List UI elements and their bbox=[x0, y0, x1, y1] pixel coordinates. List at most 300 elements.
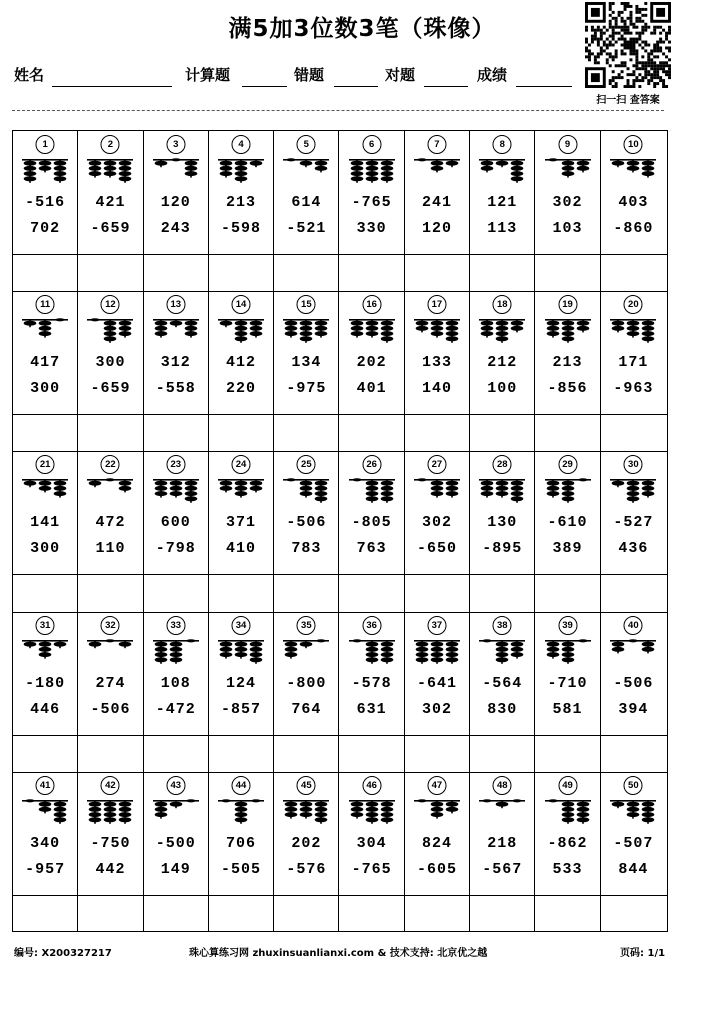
addend-1: -578 bbox=[351, 674, 392, 692]
abacus-image bbox=[545, 477, 591, 505]
addend-2: 302 bbox=[421, 700, 452, 718]
addend-2: -659 bbox=[90, 380, 131, 398]
abacus-image bbox=[153, 477, 199, 505]
addend-2: 300 bbox=[30, 380, 61, 398]
answer-box[interactable] bbox=[209, 415, 273, 451]
addend-2: -856 bbox=[547, 380, 588, 398]
problem-cell bbox=[209, 612, 274, 772]
problem-number: 29 bbox=[558, 455, 577, 474]
page-number: 页码: 1/1 bbox=[620, 948, 666, 959]
addend-1: -507 bbox=[613, 834, 654, 852]
answer-box[interactable] bbox=[274, 896, 338, 932]
problem-number: 13 bbox=[166, 295, 185, 314]
problem-number: 26 bbox=[362, 455, 381, 474]
problem-cell bbox=[78, 291, 143, 451]
site-credit: 珠心算练习网 zhuxinsuanlianxi.com & 技术支持: 北京优之越 bbox=[189, 948, 488, 959]
answer-box[interactable] bbox=[405, 575, 469, 611]
problem-cell bbox=[601, 612, 666, 772]
addend-1: 340 bbox=[30, 834, 61, 852]
problem-cell bbox=[340, 451, 405, 611]
answer-box[interactable] bbox=[601, 736, 666, 772]
abacus-image bbox=[22, 638, 68, 666]
abacus-image bbox=[479, 317, 525, 345]
answer-box[interactable] bbox=[78, 255, 142, 291]
name-label: 姓名 bbox=[14, 66, 45, 84]
problem-number: 4 bbox=[232, 135, 251, 154]
problem-cell bbox=[144, 451, 209, 611]
problem-number: 9 bbox=[558, 135, 577, 154]
addend-1: -765 bbox=[351, 194, 392, 211]
addend-2: -576 bbox=[286, 860, 327, 878]
addend-1: -862 bbox=[547, 834, 588, 852]
addend-1: -516 bbox=[25, 194, 66, 211]
abacus-image bbox=[283, 477, 329, 505]
problem-number: 23 bbox=[166, 455, 185, 474]
addend-1: 417 bbox=[30, 354, 61, 372]
addend-2: -650 bbox=[416, 540, 457, 558]
answer-box[interactable] bbox=[274, 736, 338, 772]
abacus-image bbox=[414, 317, 460, 345]
problem-row bbox=[13, 772, 667, 932]
addend-1: 472 bbox=[95, 514, 126, 532]
answer-box[interactable] bbox=[470, 736, 534, 772]
answer-box[interactable] bbox=[13, 255, 77, 291]
addend-1: 600 bbox=[160, 514, 191, 532]
abacus-image bbox=[545, 638, 591, 666]
problem-number: 41 bbox=[36, 776, 55, 795]
problem-number: 5 bbox=[297, 135, 316, 154]
problem-number: 6 bbox=[362, 135, 381, 154]
problem-cell bbox=[209, 772, 274, 932]
addend-1: 706 bbox=[226, 834, 257, 852]
problem-cell bbox=[13, 772, 78, 932]
abacus-image bbox=[22, 157, 68, 185]
addend-2: 243 bbox=[160, 220, 191, 237]
problem-number: 15 bbox=[297, 295, 316, 314]
answer-box[interactable] bbox=[535, 575, 599, 611]
abacus-image bbox=[218, 798, 264, 826]
doc-code: 编号: X200327217 bbox=[14, 948, 112, 959]
problem-number: 2 bbox=[101, 135, 120, 154]
addend-1: -506 bbox=[613, 674, 654, 692]
problem-cell bbox=[78, 612, 143, 772]
qr-caption: 扫一扫 查答案 bbox=[596, 95, 660, 106]
answer-box[interactable] bbox=[209, 736, 273, 772]
problem-number: 24 bbox=[232, 455, 251, 474]
problem-number: 14 bbox=[232, 295, 251, 314]
problem-cell bbox=[274, 772, 339, 932]
problem-cell bbox=[535, 451, 600, 611]
addend-1: 171 bbox=[618, 354, 649, 372]
addend-2: 581 bbox=[552, 700, 583, 718]
problem-cell bbox=[405, 291, 470, 451]
abacus-image bbox=[414, 477, 460, 505]
problem-number: 39 bbox=[558, 616, 577, 635]
problem-cell bbox=[405, 772, 470, 932]
answer-box[interactable] bbox=[144, 575, 208, 611]
answer-box[interactable] bbox=[535, 736, 599, 772]
problem-cell bbox=[144, 772, 209, 932]
addend-2: -857 bbox=[221, 700, 262, 718]
addend-1: -500 bbox=[155, 834, 196, 852]
answer-box[interactable] bbox=[470, 255, 534, 291]
addend-2: 103 bbox=[552, 220, 583, 237]
abacus-image bbox=[87, 638, 133, 666]
problem-number: 49 bbox=[558, 776, 577, 795]
addend-1: 124 bbox=[226, 674, 257, 692]
addend-2: 446 bbox=[30, 700, 61, 718]
addend-1: 202 bbox=[291, 834, 322, 852]
abacus-image bbox=[283, 798, 329, 826]
problem-number: 18 bbox=[493, 295, 512, 314]
addend-1: 421 bbox=[95, 194, 126, 211]
addend-1: 121 bbox=[487, 194, 518, 211]
problem-cell bbox=[144, 291, 209, 451]
problem-cell bbox=[13, 291, 78, 451]
addend-1: 120 bbox=[160, 194, 191, 211]
addend-1: -527 bbox=[613, 514, 654, 532]
abacus-image bbox=[414, 638, 460, 666]
problem-number: 34 bbox=[232, 616, 251, 635]
answer-box[interactable] bbox=[340, 575, 404, 611]
answer-box[interactable] bbox=[144, 255, 208, 291]
answer-box[interactable] bbox=[601, 255, 666, 291]
wrong-line[interactable] bbox=[334, 86, 378, 87]
addend-1: 213 bbox=[552, 354, 583, 372]
addend-2: 631 bbox=[356, 700, 387, 718]
problem-number: 12 bbox=[101, 295, 120, 314]
addend-2: -975 bbox=[286, 380, 327, 398]
problem-row bbox=[13, 291, 667, 451]
addend-1: 824 bbox=[421, 834, 452, 852]
addend-2: -765 bbox=[351, 860, 392, 878]
answer-box[interactable] bbox=[470, 415, 534, 451]
problem-cell bbox=[470, 451, 535, 611]
problem-cell bbox=[78, 451, 143, 611]
addend-2: 300 bbox=[30, 540, 61, 558]
addend-1: 302 bbox=[552, 194, 583, 211]
answer-box[interactable] bbox=[209, 575, 273, 611]
abacus-image bbox=[349, 477, 395, 505]
problem-number: 21 bbox=[36, 455, 55, 474]
abacus-image bbox=[218, 638, 264, 666]
addend-1: 134 bbox=[291, 354, 322, 372]
addend-1: -564 bbox=[482, 674, 523, 692]
addend-1: 302 bbox=[421, 514, 452, 532]
problem-cell bbox=[535, 131, 600, 291]
problem-cell bbox=[209, 291, 274, 451]
problem-cell bbox=[13, 451, 78, 611]
addend-2: 764 bbox=[291, 700, 322, 718]
problem-number: 36 bbox=[362, 616, 381, 635]
problem-number: 19 bbox=[558, 295, 577, 314]
answer-box[interactable] bbox=[405, 415, 469, 451]
problem-number: 17 bbox=[427, 295, 446, 314]
addend-2: -521 bbox=[286, 220, 327, 237]
answer-box[interactable] bbox=[144, 736, 208, 772]
problem-cell bbox=[601, 291, 666, 451]
addend-2: 140 bbox=[421, 380, 452, 398]
abacus-image bbox=[349, 157, 395, 185]
addend-2: -505 bbox=[221, 860, 262, 878]
problem-number: 25 bbox=[297, 455, 316, 474]
score-label: 成绩 bbox=[477, 66, 508, 84]
abacus-image bbox=[349, 317, 395, 345]
problem-number: 32 bbox=[101, 616, 120, 635]
addend-1: -710 bbox=[547, 674, 588, 692]
problem-number: 8 bbox=[493, 135, 512, 154]
problem-cell bbox=[274, 612, 339, 772]
abacus-image bbox=[545, 798, 591, 826]
problem-row bbox=[13, 612, 667, 772]
answer-box[interactable] bbox=[78, 575, 142, 611]
addend-1: -610 bbox=[547, 514, 588, 532]
addend-2: -598 bbox=[221, 220, 262, 237]
problem-cell bbox=[405, 451, 470, 611]
page-title: 满5加3位数3笔（珠像） bbox=[228, 16, 496, 42]
answer-box[interactable] bbox=[274, 255, 338, 291]
abacus-image bbox=[218, 317, 264, 345]
addend-1: 403 bbox=[618, 194, 649, 211]
answer-box[interactable] bbox=[209, 896, 273, 932]
problem-number: 10 bbox=[624, 135, 643, 154]
problem-number: 30 bbox=[624, 455, 643, 474]
addend-2: -957 bbox=[25, 860, 66, 878]
addend-1: 614 bbox=[291, 194, 322, 211]
problem-cell bbox=[601, 451, 666, 611]
problem-cell bbox=[274, 131, 339, 291]
answer-box[interactable] bbox=[601, 575, 666, 611]
answer-box[interactable] bbox=[274, 575, 338, 611]
problem-cell bbox=[340, 772, 405, 932]
abacus-image bbox=[218, 477, 264, 505]
answer-box[interactable] bbox=[535, 255, 599, 291]
problem-cell bbox=[535, 772, 600, 932]
problem-cell bbox=[340, 612, 405, 772]
problem-number: 45 bbox=[297, 776, 316, 795]
addend-2: -558 bbox=[155, 380, 196, 398]
problem-number: 42 bbox=[101, 776, 120, 795]
answer-box[interactable] bbox=[405, 736, 469, 772]
problem-cell bbox=[405, 131, 470, 291]
problem-number: 46 bbox=[362, 776, 381, 795]
addend-2: 401 bbox=[356, 380, 387, 398]
addend-1: -506 bbox=[286, 514, 327, 532]
wrong-label: 错题 bbox=[294, 66, 325, 84]
abacus-image bbox=[545, 317, 591, 345]
cut-line bbox=[12, 110, 664, 111]
total-line[interactable] bbox=[242, 86, 287, 87]
problem-cell bbox=[13, 131, 78, 291]
addend-1: -805 bbox=[351, 514, 392, 532]
problem-number: 35 bbox=[297, 616, 316, 635]
addend-1: 133 bbox=[421, 354, 452, 372]
score-line[interactable] bbox=[516, 86, 572, 87]
answer-box[interactable] bbox=[470, 575, 534, 611]
name-line[interactable] bbox=[52, 86, 172, 87]
addend-2: -567 bbox=[482, 860, 523, 878]
abacus-image bbox=[153, 638, 199, 666]
addend-2: 533 bbox=[552, 860, 583, 878]
addend-1: -750 bbox=[90, 834, 131, 852]
addend-2: 110 bbox=[95, 540, 126, 558]
addend-2: -472 bbox=[155, 700, 196, 718]
answer-box[interactable] bbox=[78, 896, 142, 932]
problem-cell bbox=[535, 612, 600, 772]
problem-cell bbox=[340, 131, 405, 291]
addend-1: 218 bbox=[487, 834, 518, 852]
addend-2: -860 bbox=[613, 220, 654, 237]
problem-number: 38 bbox=[493, 616, 512, 635]
answer-box[interactable] bbox=[340, 896, 404, 932]
answer-box[interactable] bbox=[340, 415, 404, 451]
total-label: 计算题 bbox=[185, 66, 231, 84]
problem-number: 3 bbox=[166, 135, 185, 154]
problem-number: 20 bbox=[624, 295, 643, 314]
answer-box[interactable] bbox=[78, 415, 142, 451]
addend-2: 113 bbox=[487, 220, 518, 237]
problem-cell bbox=[405, 612, 470, 772]
addend-2: 702 bbox=[30, 220, 61, 237]
answer-box[interactable] bbox=[340, 736, 404, 772]
abacus-image bbox=[479, 157, 525, 185]
addend-2: 783 bbox=[291, 540, 322, 558]
addend-2: -659 bbox=[90, 220, 131, 237]
problem-number: 33 bbox=[166, 616, 185, 635]
answer-box[interactable] bbox=[13, 415, 77, 451]
addend-2: 220 bbox=[226, 380, 257, 398]
addend-1: 212 bbox=[487, 354, 518, 372]
addend-1: 213 bbox=[226, 194, 257, 211]
problem-cell bbox=[470, 612, 535, 772]
problem-cell bbox=[274, 291, 339, 451]
correct-label: 对题 bbox=[385, 66, 416, 84]
addend-1: 108 bbox=[160, 674, 191, 692]
answer-box[interactable] bbox=[535, 896, 599, 932]
addend-1: 371 bbox=[226, 514, 257, 532]
problem-cell bbox=[470, 131, 535, 291]
answer-box[interactable] bbox=[144, 896, 208, 932]
abacus-image bbox=[87, 798, 133, 826]
problem-number: 31 bbox=[36, 616, 55, 635]
problem-cell bbox=[78, 772, 143, 932]
addend-2: 330 bbox=[356, 220, 387, 237]
abacus-image bbox=[545, 157, 591, 185]
addend-1: -180 bbox=[25, 674, 66, 692]
addend-1: 130 bbox=[487, 514, 518, 532]
addend-1: 241 bbox=[421, 194, 452, 211]
answer-box[interactable] bbox=[78, 736, 142, 772]
problem-cell bbox=[601, 772, 666, 932]
problem-cell bbox=[209, 451, 274, 611]
abacus-image bbox=[218, 157, 264, 185]
answer-box[interactable] bbox=[274, 415, 338, 451]
answer-box[interactable] bbox=[405, 896, 469, 932]
answer-box[interactable] bbox=[470, 896, 534, 932]
answer-box[interactable] bbox=[13, 736, 77, 772]
addend-2: 120 bbox=[421, 220, 452, 237]
problem-cell bbox=[470, 772, 535, 932]
problem-number: 40 bbox=[624, 616, 643, 635]
addend-2: -798 bbox=[155, 540, 196, 558]
abacus-image bbox=[153, 157, 199, 185]
answer-box[interactable] bbox=[601, 415, 666, 451]
addend-1: -641 bbox=[416, 674, 457, 692]
addend-2: 389 bbox=[552, 540, 583, 558]
problem-cell bbox=[274, 451, 339, 611]
answer-box[interactable] bbox=[340, 255, 404, 291]
answer-box[interactable] bbox=[13, 575, 77, 611]
problem-number: 16 bbox=[362, 295, 381, 314]
answer-box[interactable] bbox=[144, 415, 208, 451]
addend-1: 312 bbox=[160, 354, 191, 372]
qr-code bbox=[585, 2, 671, 88]
correct-line[interactable] bbox=[424, 86, 468, 87]
problem-cell bbox=[601, 131, 666, 291]
addend-1: 300 bbox=[95, 354, 126, 372]
problem-cell bbox=[144, 131, 209, 291]
addend-1: 304 bbox=[356, 834, 387, 852]
problem-number: 27 bbox=[427, 455, 446, 474]
abacus-image bbox=[87, 157, 133, 185]
addend-1: 412 bbox=[226, 354, 257, 372]
addend-1: 202 bbox=[356, 354, 387, 372]
addend-2: -605 bbox=[416, 860, 457, 878]
abacus-image bbox=[283, 317, 329, 345]
abacus-image bbox=[349, 638, 395, 666]
abacus-image bbox=[87, 477, 133, 505]
addend-2: 763 bbox=[356, 540, 387, 558]
addend-2: -506 bbox=[90, 700, 131, 718]
problem-cell bbox=[340, 291, 405, 451]
abacus-image bbox=[153, 798, 199, 826]
answer-box[interactable] bbox=[535, 415, 599, 451]
problem-row bbox=[13, 131, 667, 291]
problem-number: 28 bbox=[493, 455, 512, 474]
problem-number: 43 bbox=[166, 776, 185, 795]
abacus-image bbox=[87, 317, 133, 345]
problem-number: 1 bbox=[36, 135, 55, 154]
addend-2: -963 bbox=[613, 380, 654, 398]
abacus-image bbox=[22, 477, 68, 505]
problem-number: 22 bbox=[101, 455, 120, 474]
abacus-image bbox=[479, 638, 525, 666]
problem-row bbox=[13, 451, 667, 611]
problem-grid bbox=[12, 130, 668, 932]
addend-2: 394 bbox=[618, 700, 649, 718]
problem-number: 37 bbox=[427, 616, 446, 635]
abacus-image bbox=[349, 798, 395, 826]
abacus-image bbox=[610, 638, 656, 666]
answer-box[interactable] bbox=[601, 896, 666, 932]
addend-1: 274 bbox=[95, 674, 126, 692]
addend-2: 442 bbox=[95, 860, 126, 878]
answer-box[interactable] bbox=[13, 896, 77, 932]
problem-cell bbox=[535, 291, 600, 451]
problem-number: 44 bbox=[232, 776, 251, 795]
problem-number: 48 bbox=[493, 776, 512, 795]
problem-number: 47 bbox=[427, 776, 446, 795]
answer-box[interactable] bbox=[209, 255, 273, 291]
addend-2: 100 bbox=[487, 380, 518, 398]
abacus-image bbox=[479, 477, 525, 505]
abacus-image bbox=[479, 798, 525, 826]
problem-cell bbox=[13, 612, 78, 772]
abacus-image bbox=[22, 317, 68, 345]
answer-box[interactable] bbox=[405, 255, 469, 291]
problem-number: 50 bbox=[624, 776, 643, 795]
problem-number: 11 bbox=[36, 295, 55, 314]
